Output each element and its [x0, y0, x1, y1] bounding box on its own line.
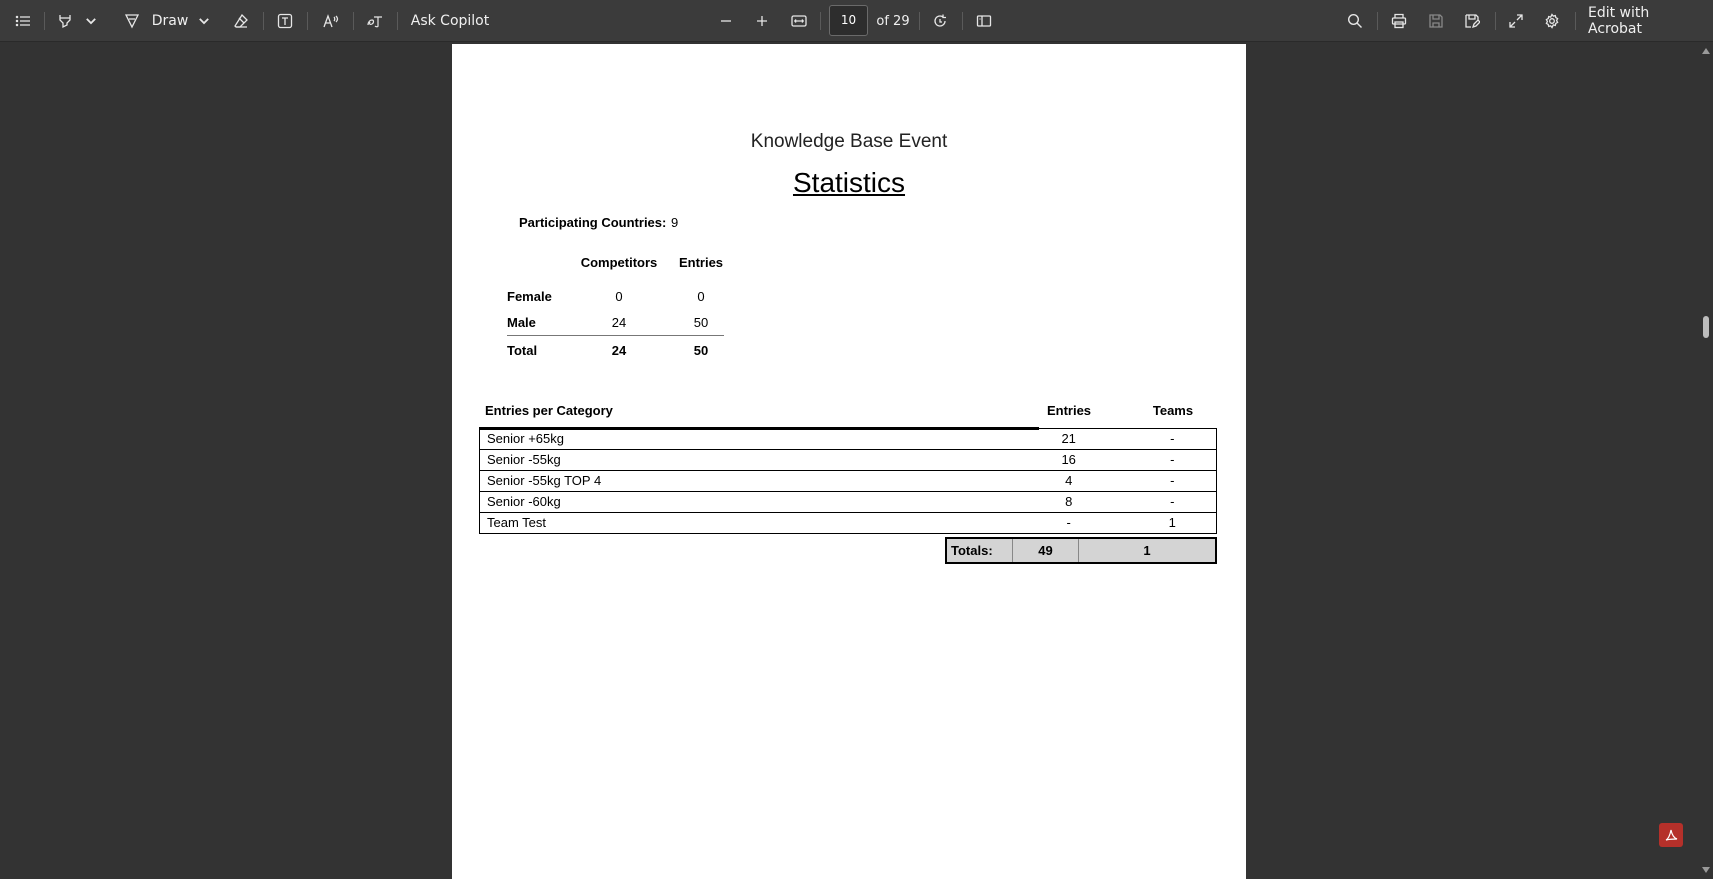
- category-header-entries: Entries: [1046, 403, 1092, 418]
- page-title: Statistics: [792, 167, 906, 198]
- category-name: Senior +65kg: [480, 429, 1009, 450]
- toolbar-separator: [919, 12, 920, 30]
- toolbar-separator: [962, 12, 963, 30]
- category-name: Senior -55kg TOP 4: [480, 471, 1009, 492]
- category-entries: 16: [1009, 450, 1129, 471]
- category-teams: -: [1129, 429, 1217, 450]
- edit-with-acrobat-button[interactable]: Edit with Acrobat: [1588, 5, 1650, 37]
- summary-row-entries: 0: [697, 289, 705, 304]
- event-name: Knowledge Base Event: [750, 131, 948, 152]
- settings-icon[interactable]: [1540, 0, 1564, 42]
- page-total-label: of 29: [876, 13, 910, 29]
- summary-row-entries: 50: [693, 315, 709, 330]
- save-as-icon[interactable]: [1460, 0, 1484, 42]
- vertical-scrollbar[interactable]: [1699, 42, 1713, 879]
- category-name: Senior -55kg: [480, 450, 1009, 471]
- highlighter-chevron-down-icon[interactable]: [84, 0, 98, 42]
- table-row: [480, 471, 1217, 492]
- category-entries: 8: [1009, 492, 1129, 513]
- totals-label: Totals:: [947, 539, 1013, 562]
- zoom-in-icon[interactable]: [750, 0, 774, 42]
- category-name: Team Test: [480, 513, 1009, 534]
- category-entries: -: [1009, 513, 1129, 534]
- category-teams: -: [1129, 450, 1217, 471]
- scroll-up-icon[interactable]: [1702, 48, 1710, 54]
- participating-countries-label: Participating Countries:: [519, 215, 667, 230]
- toolbar-separator: [44, 12, 45, 30]
- toolbar-separator: [307, 12, 308, 30]
- table-row: [480, 513, 1217, 534]
- toolbar-separator: [263, 12, 264, 30]
- draw-icon[interactable]: [121, 0, 143, 42]
- draw-chevron-down-icon[interactable]: [197, 0, 211, 42]
- table-row: [480, 450, 1217, 471]
- read-aloud-icon[interactable]: [318, 0, 344, 42]
- scroll-down-icon[interactable]: [1702, 867, 1710, 873]
- toolbar-separator: [1575, 12, 1576, 30]
- toolbar-separator: [1495, 12, 1496, 30]
- fullscreen-icon[interactable]: [1504, 0, 1528, 42]
- list-icon[interactable]: [10, 0, 36, 42]
- summary-row-label: Male: [507, 315, 536, 330]
- toolbar-separator: [353, 12, 354, 30]
- translate-icon[interactable]: [362, 0, 388, 42]
- category-entries: 4: [1009, 471, 1129, 492]
- pdf-page: [452, 44, 1246, 879]
- category-header-name: Entries per Category: [485, 403, 613, 418]
- summary-row-competitors: 24: [611, 315, 627, 330]
- category-teams: 1: [1129, 513, 1217, 534]
- table-row: [480, 492, 1217, 513]
- participating-countries-value: 9: [671, 215, 679, 230]
- eraser-icon[interactable]: [229, 0, 253, 42]
- page-number-input[interactable]: 10: [829, 5, 868, 36]
- summary-row-competitors: 24: [611, 343, 627, 358]
- highlighter-icon[interactable]: [53, 0, 77, 42]
- scrollbar-thumb[interactable]: [1703, 316, 1709, 338]
- category-teams: -: [1129, 471, 1217, 492]
- search-icon[interactable]: [1343, 0, 1367, 42]
- ask-copilot-button[interactable]: Ask Copilot: [410, 13, 490, 29]
- category-entries: 21: [1009, 429, 1129, 450]
- save-icon[interactable]: [1424, 0, 1448, 42]
- zoom-out-icon[interactable]: [714, 0, 738, 42]
- category-header-teams: Teams: [1152, 403, 1194, 418]
- toolbar-separator: [397, 12, 398, 30]
- text-box-icon[interactable]: [273, 0, 297, 42]
- acrobat-icon[interactable]: [1659, 823, 1683, 847]
- table-row: [480, 429, 1217, 450]
- summary-row-label: Total: [507, 343, 538, 358]
- toolbar-separator: [1377, 12, 1378, 30]
- summary-row-competitors: 0: [615, 289, 623, 304]
- totals-entries: 49: [1013, 539, 1079, 562]
- pdf-toolbar: [0, 0, 1713, 42]
- page-view-icon[interactable]: [972, 0, 996, 42]
- category-teams: -: [1129, 492, 1217, 513]
- totals-row: [945, 537, 1217, 564]
- print-icon[interactable]: [1387, 0, 1411, 42]
- totals-teams: 1: [1143, 543, 1151, 558]
- draw-button[interactable]: Draw: [151, 13, 189, 29]
- rotate-icon[interactable]: [928, 0, 952, 42]
- summary-header-competitors: Competitors: [580, 255, 658, 270]
- summary-divider: [507, 335, 724, 336]
- summary-header-entries: Entries: [678, 255, 724, 270]
- category-table: [479, 428, 1217, 534]
- fit-width-icon[interactable]: [787, 0, 811, 42]
- summary-row-label: Female: [507, 289, 552, 304]
- category-name: Senior -60kg: [480, 492, 1009, 513]
- toolbar-separator: [820, 12, 821, 30]
- summary-row-entries: 50: [693, 343, 709, 358]
